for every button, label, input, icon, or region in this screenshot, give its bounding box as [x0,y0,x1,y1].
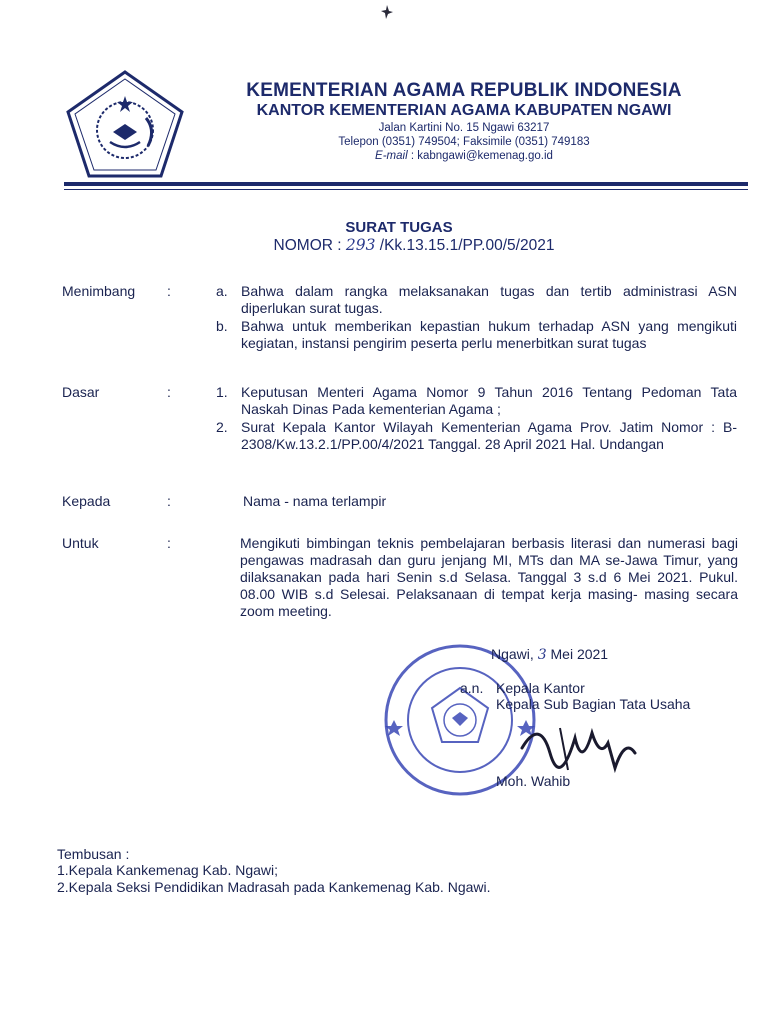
dasar-item-1: Keputusan Menteri Agama Nomor 9 Tahun 2016 Tentang Pedoman Tata Naskah Dinas Pada kementerian Agama ; [241,384,737,417]
office-name: KANTOR KEMENTERIAN AGAMA KABUPATEN NGAWI [256,102,672,119]
menimbang-marker-a: a. [216,283,228,299]
scan-speck-icon [380,4,394,20]
menimbang-item-a: Bahwa dalam rangka melaksanakan tugas dan tertib administrasi ASN diperlukan surat tugas. [241,283,737,316]
dasar-item-2: Surat Kepala Kantor Wilayah Kementerian Agama Prov. Jatim Nomor : B-2308/Kw.13.2.1/PP.00/4/2021 Tanggal. 28 April 2021 Hal. Undangan [241,419,737,452]
document-number [0,236,768,255]
signature-title-1: Kepala Kantor [496,680,585,696]
office-address: Jalan Kartini No. 15 Ngawi 63217 [378,122,550,134]
kepada-colon: : [167,493,171,509]
untuk-colon: : [167,535,171,551]
signature-month-year: Mei 2021 [546,646,609,662]
untuk-value: Mengikuti bimbingan teknis pembelajaran berbasis literasi dan numerasi bagi pengawas madrasah dan guru jenjang MI, MTs dan MA se-Jawa Timur, yang dilaksanakan pada hari Senin s.d Selasa. Tanggal 3 s.d 6 Mei 2021. Pukul. 08.00 WIB s.d Selesai. Pelaksanaan di tempat kerja masing- masing secara zoom meeting. [240,535,738,619]
office-phone: Telepon (0351) 749504; Faksimile (0351) 749183 [338,136,590,148]
dasar-label: Dasar [62,384,100,400]
handwritten-signature-icon [520,708,640,778]
signature-title-2: Kepala Sub Bagian Tata Usaha [496,696,691,712]
email-value: : kabngawi@kemenag.go.id [407,150,553,162]
tembusan-heading: Tembusan : [57,846,130,862]
letterhead-rule-thick [64,182,748,186]
ministry-name: KEMENTERIAN AGAMA REPUBLIK INDONESIA [246,80,682,101]
kepada-label: Kepada [62,493,111,509]
document-title: SURAT TUGAS [345,219,453,236]
dasar-marker-2: 2. [216,419,228,435]
letterhead-rule-thin [64,189,748,190]
nomor-suffix: /Kk.13.15.1/PP.00/5/2021 [375,237,555,254]
signature-an: a.n. [460,680,484,696]
signature-place: Ngawi, [491,646,538,662]
email-label: E-mail [375,150,408,162]
nomor-handwritten: 293 [345,236,376,254]
untuk-label: Untuk [62,535,99,551]
signatory-name: Moh. Wahib [496,773,571,789]
dasar-marker-1: 1. [216,384,228,400]
signature-day-handwritten: 3 [537,647,547,663]
nomor-prefix: NOMOR : [273,237,346,254]
menimbang-item-b: Bahwa untuk memberikan kepastian hukum terhadap ASN yang mengikuti kegiatan, instansi pengirim peserta perlu menerbitkan surat tugas [241,318,737,351]
office-email [0,150,768,162]
menimbang-label: Menimbang [62,283,136,299]
signature-date [491,646,608,663]
kepada-value: Nama - nama terlampir [243,493,387,509]
tembusan-item-2: 2.Kepala Seksi Pendidikan Madrasah pada Kankemenag Kab. Ngawi. [57,879,491,895]
menimbang-marker-b: b. [216,318,228,334]
dasar-colon: : [167,384,171,400]
tembusan-item-1: 1.Kepala Kankemenag Kab. Ngawi; [57,862,279,878]
menimbang-colon: : [167,283,171,299]
